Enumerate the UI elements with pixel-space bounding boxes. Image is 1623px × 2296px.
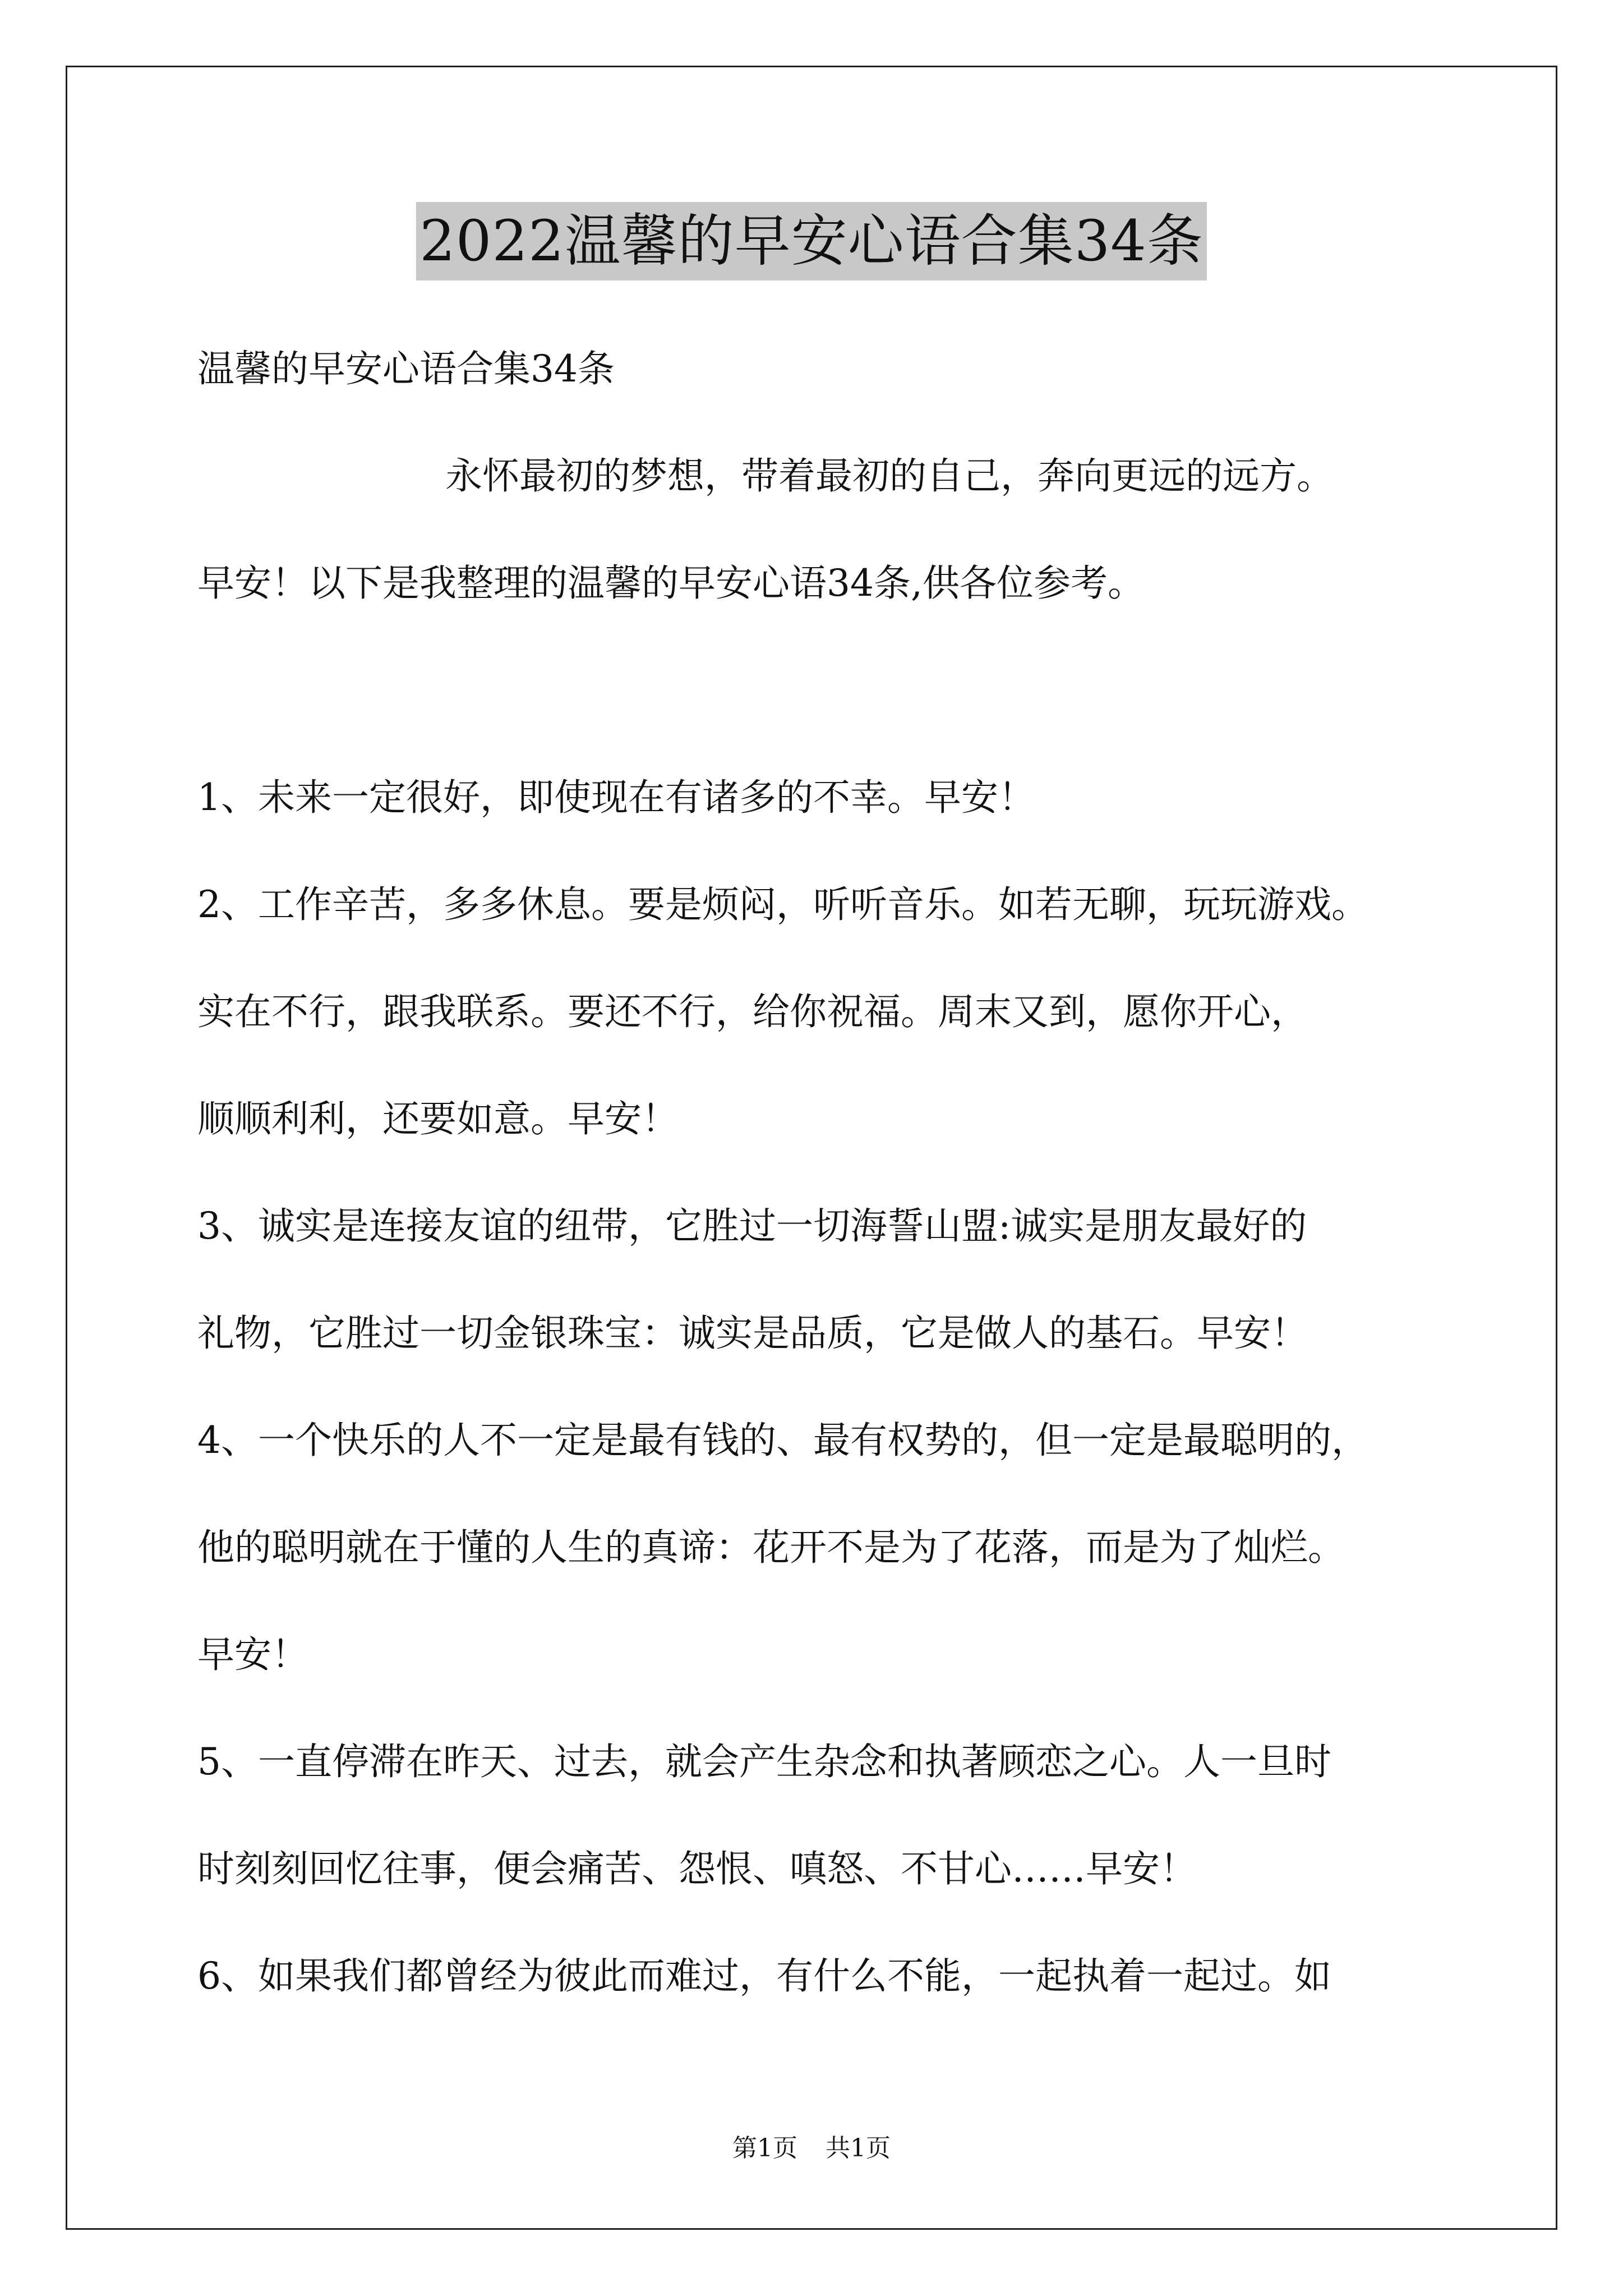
quote-line: 礼物，它胜过一切金银珠宝：诚实是品质，它是做人的基石。早安！ — [197, 1312, 1308, 1355]
quote-line: 2、工作辛苦，多多休息。要是烦闷，听听音乐。如若无聊，玩玩游戏。 — [197, 883, 1368, 926]
page-total: 共1页 — [826, 2134, 891, 2162]
quote-line: 3、诚实是连接友谊的纽带，它胜过一切海誓山盟:诚实是朋友最好的 — [197, 1204, 1307, 1248]
quote-line: 4、一个快乐的人不一定是最有钱的、最有权势的，但一定是最聪明的， — [197, 1419, 1368, 1462]
quote-line: 他的聪明就在于懂的人生的真谛：花开不是为了花落，而是为了灿烂。 — [197, 1526, 1345, 1569]
subtitle-line: 温馨的早安心语合集34条 — [197, 347, 615, 390]
quote-line: 顺顺利利，还要如意。早安！ — [197, 1097, 679, 1140]
quote-line: 5、一直停滞在昨天、过去，就会产生杂念和执著顾恋之心。人一旦时 — [197, 1740, 1331, 1783]
paragraph-spacer — [197, 664, 1448, 771]
quote-line: 6、如果我们都曾经为彼此而难过，有什么不能，一起执着一起过。如 — [197, 1954, 1331, 1998]
quote-line: 早安！ — [197, 1633, 308, 1676]
document-body — [197, 342, 1448, 2056]
title-wrapper — [0, 202, 1623, 280]
quote-line: 1、未来一定很好，即使现在有诸多的不幸。早安！ — [197, 776, 1035, 819]
page-footer — [0, 2132, 1623, 2165]
document-title: 2022温馨的早安心语合集34条 — [416, 202, 1207, 280]
page-number: 第1页 — [732, 2134, 797, 2162]
intro-line: 永怀最初的梦想，带着最初的自己，奔向更远的远方。 — [445, 454, 1334, 498]
quote-line: 时刻刻回忆往事，便会痛苦、怨恨、嗔怒、不甘心……早安！ — [197, 1847, 1197, 1890]
intro-line: 早安！以下是我整理的温馨的早安心语34条,供各位参考。 — [197, 562, 1145, 605]
quote-line: 实在不行，跟我联系。要还不行，给你祝福。周末又到，愿你开心， — [197, 990, 1308, 1033]
